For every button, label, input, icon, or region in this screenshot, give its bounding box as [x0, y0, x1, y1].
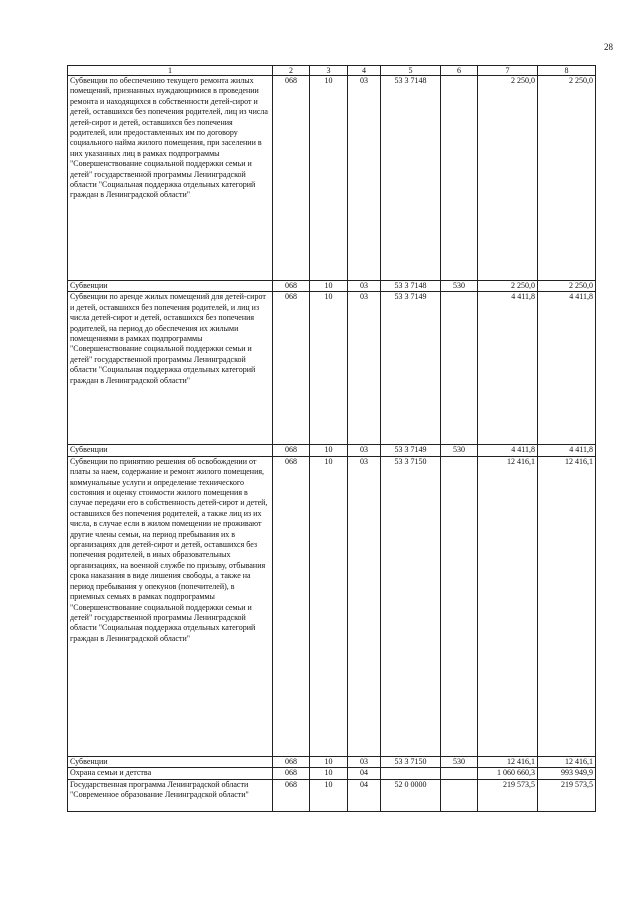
row-expense-type: 530: [441, 756, 478, 767]
table-row: [68, 292, 596, 445]
column-header-4: 4: [348, 66, 381, 76]
table-row: [68, 756, 596, 767]
budget-table: [67, 65, 596, 812]
row-expense-type: [441, 779, 478, 811]
row-ministry-code: 068: [273, 76, 310, 281]
table-row: [68, 281, 596, 292]
row-ministry-code: 068: [273, 756, 310, 767]
row-subsection-code: 04: [348, 768, 381, 779]
row-section-code: 10: [310, 779, 348, 811]
row-amount-2: 2 250,0: [538, 76, 596, 281]
row-subsection-code: 04: [348, 779, 381, 811]
row-amount-1: 4 411,8: [478, 292, 538, 445]
row-section-code: 10: [310, 76, 348, 281]
table-row: [68, 76, 596, 281]
row-name: Субвенции: [68, 756, 273, 767]
row-name: Субвенции: [68, 281, 273, 292]
table-row: [68, 456, 596, 756]
row-target-article: 53 3 7148: [381, 281, 441, 292]
row-amount-1: 2 250,0: [478, 281, 538, 292]
row-subsection-code: 03: [348, 281, 381, 292]
row-amount-2: 4 411,8: [538, 292, 596, 445]
row-target-article: 52 0 0000: [381, 779, 441, 811]
row-amount-2: 4 411,8: [538, 445, 596, 456]
table-header-row: [68, 66, 596, 76]
row-target-article: [381, 768, 441, 779]
row-section-code: 10: [310, 456, 348, 756]
row-expense-type: [441, 76, 478, 281]
row-name: Охрана семьи и детства: [68, 768, 273, 779]
row-amount-2: 12 416,1: [538, 756, 596, 767]
row-expense-type: [441, 292, 478, 445]
row-name: Субвенции по обеспечению текущего ремонта жилых помещений, признанных нуждающимися в проведении ремонта и находящихся в собственности детей-сирот и детей, оставшихся без попечения родителей, лиц из числа детей-сирот и детей, оставшихся без попечения родителей, или предоставленных им по договору социального найма жилого помещения, при заселении в них указанных лиц в рамках подпрограммы "Совершенствование социальной поддержки семьи и детей" государственной программы Ленинградской области "Социальная поддержка отдельных категорий граждан в Ленинградской области": [68, 76, 273, 281]
row-target-article: 53 3 7150: [381, 756, 441, 767]
column-header-2: 2: [273, 66, 310, 76]
page-number: 28: [604, 42, 613, 52]
row-ministry-code: 068: [273, 445, 310, 456]
row-amount-1: 1 060 660,3: [478, 768, 538, 779]
row-ministry-code: 068: [273, 292, 310, 445]
row-ministry-code: 068: [273, 768, 310, 779]
row-subsection-code: 03: [348, 756, 381, 767]
row-expense-type: 530: [441, 281, 478, 292]
row-amount-2: 12 416,1: [538, 456, 596, 756]
row-subsection-code: 03: [348, 456, 381, 756]
row-ministry-code: 068: [273, 456, 310, 756]
row-amount-2: 2 250,0: [538, 281, 596, 292]
column-header-5: 5: [381, 66, 441, 76]
row-name: Субвенции: [68, 445, 273, 456]
column-header-7: 7: [478, 66, 538, 76]
row-ministry-code: 068: [273, 779, 310, 811]
row-target-article: 53 3 7149: [381, 292, 441, 445]
row-target-article: 53 3 7150: [381, 456, 441, 756]
row-expense-type: [441, 768, 478, 779]
column-header-1: 1: [68, 66, 273, 76]
row-subsection-code: 03: [348, 76, 381, 281]
row-expense-type: 530: [441, 445, 478, 456]
row-amount-1: 12 416,1: [478, 756, 538, 767]
table-row: [68, 779, 596, 811]
row-name: Субвенции по аренде жилых помещений для детей-сирот и детей, оставшихся без попечения родителей, и лиц из числа детей-сирот и детей, оставшихся без попечения родителей, на период до обеспечения их жилыми помещениями в рамках подпрограммы "Совершенствование социальной поддержки семьи и детей" государственной программы Ленинградской области "Социальная поддержка отдельных категорий граждан в Ленинградской области": [68, 292, 273, 445]
row-target-article: 53 3 7149: [381, 445, 441, 456]
row-amount-1: 2 250,0: [478, 76, 538, 281]
row-section-code: 10: [310, 445, 348, 456]
row-target-article: 53 3 7148: [381, 76, 441, 281]
row-amount-1: 4 411,8: [478, 445, 538, 456]
row-amount-2: 219 573,5: [538, 779, 596, 811]
row-expense-type: [441, 456, 478, 756]
row-section-code: 10: [310, 768, 348, 779]
table-row: [68, 445, 596, 456]
row-section-code: 10: [310, 281, 348, 292]
row-name: Субвенции по принятию решения об освобождении от платы за наем, содержание и ремонт жилого помещения, коммунальные услуги и определение технического состояния и оценку стоимости жилого помещения в случае передачи его в собственность детей-сирот и детей, оставшихся без попечения родителей, а также лиц из их числа, в случае если в жилом помещении не проживают другие члены семьи, на период пребывания их в организациях для детей-сирот и детей, оставшихся без попечения родителей, в иных образовательных организациях, на военной службе по призыву, отбывания срока наказания в виде лишения свободы, а также на период пребывания у опекунов (попечителей), в приемных семьях в рамках подпрограммы "Совершенствование социальной поддержки семьи и детей" государственной программы Ленинградской области "Социальная поддержка отдельных категорий граждан в Ленинградской области": [68, 456, 273, 756]
row-amount-1: 12 416,1: [478, 456, 538, 756]
column-header-3: 3: [310, 66, 348, 76]
row-section-code: 10: [310, 292, 348, 445]
row-ministry-code: 068: [273, 281, 310, 292]
column-header-6: 6: [441, 66, 478, 76]
table-row: [68, 768, 596, 779]
row-amount-2: 993 949,9: [538, 768, 596, 779]
row-subsection-code: 03: [348, 445, 381, 456]
column-header-8: 8: [538, 66, 596, 76]
row-name: Государственная программа Ленинградской области "Современное образование Ленинградской области": [68, 779, 273, 811]
row-subsection-code: 03: [348, 292, 381, 445]
row-amount-1: 219 573,5: [478, 779, 538, 811]
row-section-code: 10: [310, 756, 348, 767]
